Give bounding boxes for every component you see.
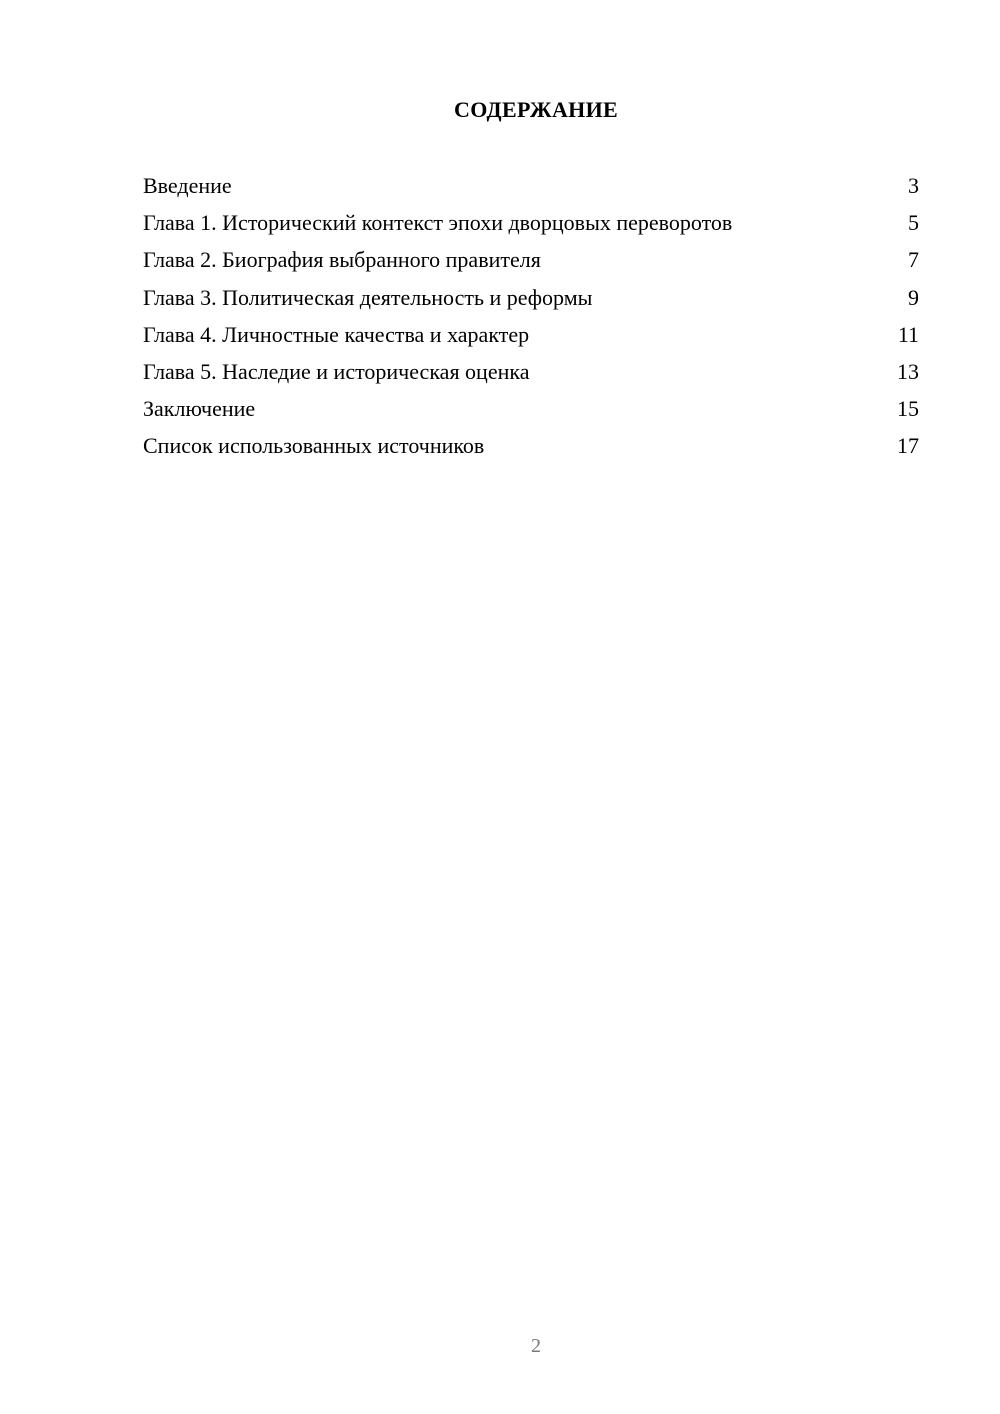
toc-entry-title: Глава 4. Личностные качества и характер [143, 321, 530, 347]
toc-entry-page: 13 [897, 358, 919, 384]
toc-entry-page: 7 [908, 247, 919, 273]
toc-entry-page: 9 [908, 284, 919, 310]
toc-entry-title: Глава 5. Наследие и историческая оценка [143, 358, 530, 384]
toc-entry-page: 15 [897, 396, 919, 422]
toc-entry-title: Список использованных источников [143, 433, 485, 459]
toc-row-introduction [143, 167, 919, 204]
toc-entry-page: 5 [908, 210, 919, 236]
toc-title: СОДЕРЖАНИЕ [454, 97, 618, 122]
toc-entry-title: Глава 1. Исторический контекст эпохи дворцовых переворотов [143, 210, 733, 236]
table-of-contents [143, 167, 919, 465]
toc-entry-page: 17 [897, 433, 919, 459]
toc-entry-title: Заключение [143, 396, 256, 422]
toc-row-chapter-5 [143, 353, 919, 390]
toc-entry-page: 11 [897, 321, 919, 347]
toc-row-conclusion [143, 390, 919, 427]
toc-row-chapter-2 [143, 241, 919, 278]
toc-row-chapter-3 [143, 279, 919, 316]
page-number: 2 [531, 1335, 541, 1357]
toc-entry-title: Глава 3. Политическая деятельность и реформы [143, 284, 593, 310]
toc-row-references [143, 427, 919, 464]
toc-entry-page: 3 [908, 173, 919, 198]
toc-entry-title: Введение [143, 173, 232, 198]
toc-row-chapter-1 [143, 204, 919, 241]
toc-entry-title: Глава 2. Биография выбранного правителя [143, 247, 541, 273]
toc-row-chapter-4 [143, 316, 919, 353]
